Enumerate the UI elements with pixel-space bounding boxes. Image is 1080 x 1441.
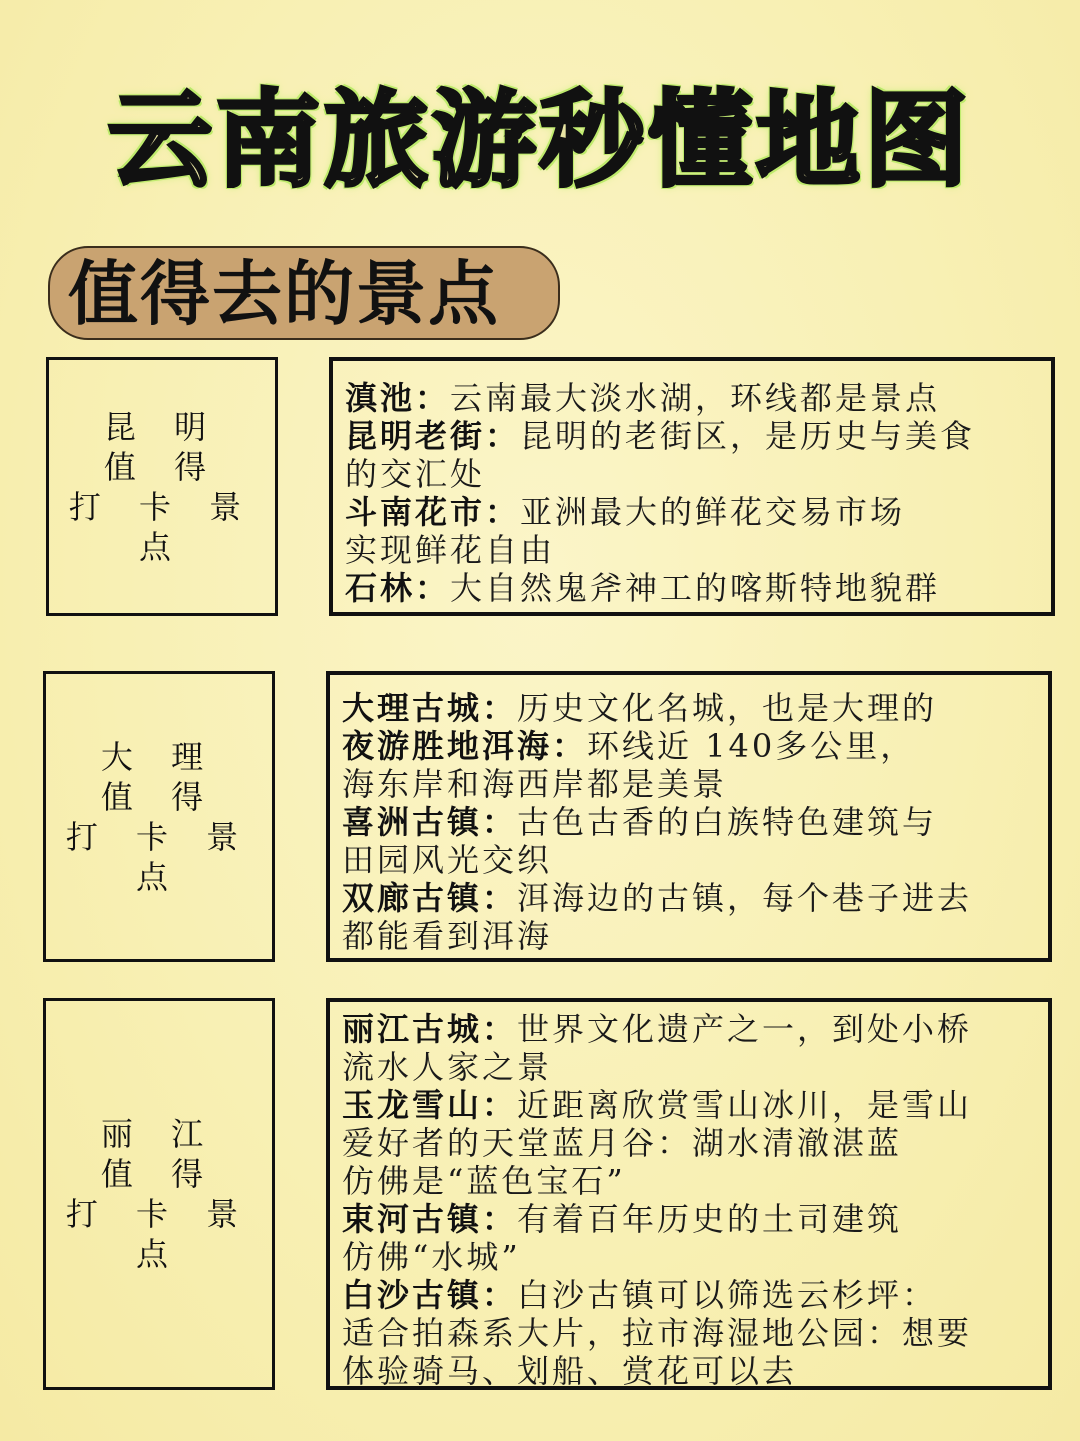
spot-text: 历史文化名城，也是大理的: [517, 689, 938, 727]
spot-text: 的交汇处: [345, 455, 486, 493]
spot-line: [342, 1238, 1038, 1276]
city-label-line: 值 得: [100, 777, 218, 816]
spot-line: [345, 379, 1041, 417]
city-label-line: 丽 江: [100, 1115, 218, 1153]
spot-text: 大自然鬼斧神工的喀斯特地貌群: [450, 569, 941, 607]
spot-name: 滇池：: [345, 379, 451, 417]
spot-line: [342, 689, 1038, 727]
spot-text: 云南最大淡水湖，环线都是景点: [450, 379, 941, 417]
spot-name: 斗南花市：: [345, 493, 521, 531]
spot-text: 仿佛“水城”: [342, 1238, 521, 1276]
spot-text: 适合拍森系大片，拉市海湿地公园：想要: [342, 1314, 973, 1352]
spot-text: 白沙古镇可以筛选云杉坪：: [517, 1276, 938, 1314]
city-label-line: 大 理: [100, 737, 218, 776]
spot-text: 田园风光交织: [342, 841, 553, 879]
spot-name: 石林：: [345, 569, 451, 607]
spot-name: 双廊古镇：: [342, 879, 518, 917]
city-label-line: 打 卡 景 点: [65, 1195, 253, 1273]
spot-text: 洱海边的古镇，每个巷子进去: [517, 879, 973, 917]
spot-line: [342, 841, 1038, 879]
spot-line: [345, 531, 1041, 569]
city-label-box-kunming: [46, 357, 278, 616]
spot-name: 白沙古镇：: [342, 1276, 518, 1314]
spot-text: 实现鲜花自由: [345, 531, 556, 569]
spot-line: [342, 1314, 1038, 1352]
city-label-line: 打 卡 景 点: [65, 817, 253, 896]
city-label-dali: [46, 737, 272, 897]
spot-line: [342, 1048, 1038, 1086]
spot-name: 夜游胜地洱海：: [342, 727, 588, 765]
city-label-line: 打 卡 景 点: [68, 487, 256, 566]
spot-line: [342, 765, 1038, 803]
spot-text: 近距离欣赏雪山冰川，是雪山: [517, 1086, 973, 1124]
city-label-lijiang: [46, 1114, 272, 1274]
spot-line: [345, 569, 1041, 607]
spot-text: 体验骑马、划船、赏花可以去: [342, 1352, 798, 1390]
spot-name: 丽江古城：: [342, 1010, 518, 1048]
city-label-box-lijiang: [43, 998, 275, 1390]
spot-line: [342, 879, 1038, 917]
spot-line: [345, 455, 1041, 493]
spot-text: 爱好者的天堂蓝月谷：湖水清澈湛蓝: [342, 1124, 903, 1162]
spot-line: [342, 917, 1038, 955]
spot-line: [342, 1086, 1038, 1124]
spot-text: 有着百年历史的土司建筑: [517, 1200, 903, 1238]
spots-box-dali: [326, 671, 1052, 962]
spot-text: 仿佛是“蓝色宝石”: [342, 1162, 626, 1200]
city-label-line: 值 得: [100, 1155, 218, 1193]
page-title: 云南旅游秒懂地图: [107, 78, 972, 201]
spot-name: 大理古城：: [342, 689, 518, 727]
spot-text: 海东岸和海西岸都是美景: [342, 765, 728, 803]
spot-text: 都能看到洱海: [342, 917, 553, 955]
section-heading-badge: [48, 246, 560, 340]
spot-line: [345, 417, 1041, 455]
spot-line: [342, 1352, 1038, 1390]
spot-line: [342, 1162, 1038, 1200]
spot-line: [342, 1276, 1038, 1314]
spots-box-lijiang: [326, 998, 1052, 1390]
spot-text: 世界文化遗产之一，到处小桥: [517, 1010, 973, 1048]
section-heading-label: 值得去的景点: [68, 253, 500, 335]
spot-text: 古色古香的白族特色建筑与: [517, 803, 938, 841]
spot-line: [342, 1124, 1038, 1162]
city-label-kunming: [49, 407, 275, 567]
city-label-box-dali: [43, 671, 275, 962]
spot-text: 环线近 140多公里，: [587, 727, 916, 765]
spot-name: 束河古镇：: [342, 1200, 518, 1238]
city-label-line: 值 得: [103, 447, 221, 486]
city-label-line: 昆 明: [103, 407, 221, 446]
spot-line: [342, 803, 1038, 841]
spot-name: 喜洲古镇：: [342, 803, 518, 841]
spot-line: [342, 1200, 1038, 1238]
spot-name: 昆明老街：: [345, 417, 521, 455]
spot-text: 昆明的老街区，是历史与美食: [520, 417, 976, 455]
spot-text: 流水人家之景: [342, 1048, 553, 1086]
spots-box-kunming: [329, 357, 1055, 616]
spot-text: 亚洲最大的鲜花交易市场: [520, 493, 906, 531]
spot-line: [345, 493, 1041, 531]
spot-name: 玉龙雪山：: [342, 1086, 518, 1124]
spot-line: [342, 727, 1038, 765]
spot-line: [342, 1010, 1038, 1048]
